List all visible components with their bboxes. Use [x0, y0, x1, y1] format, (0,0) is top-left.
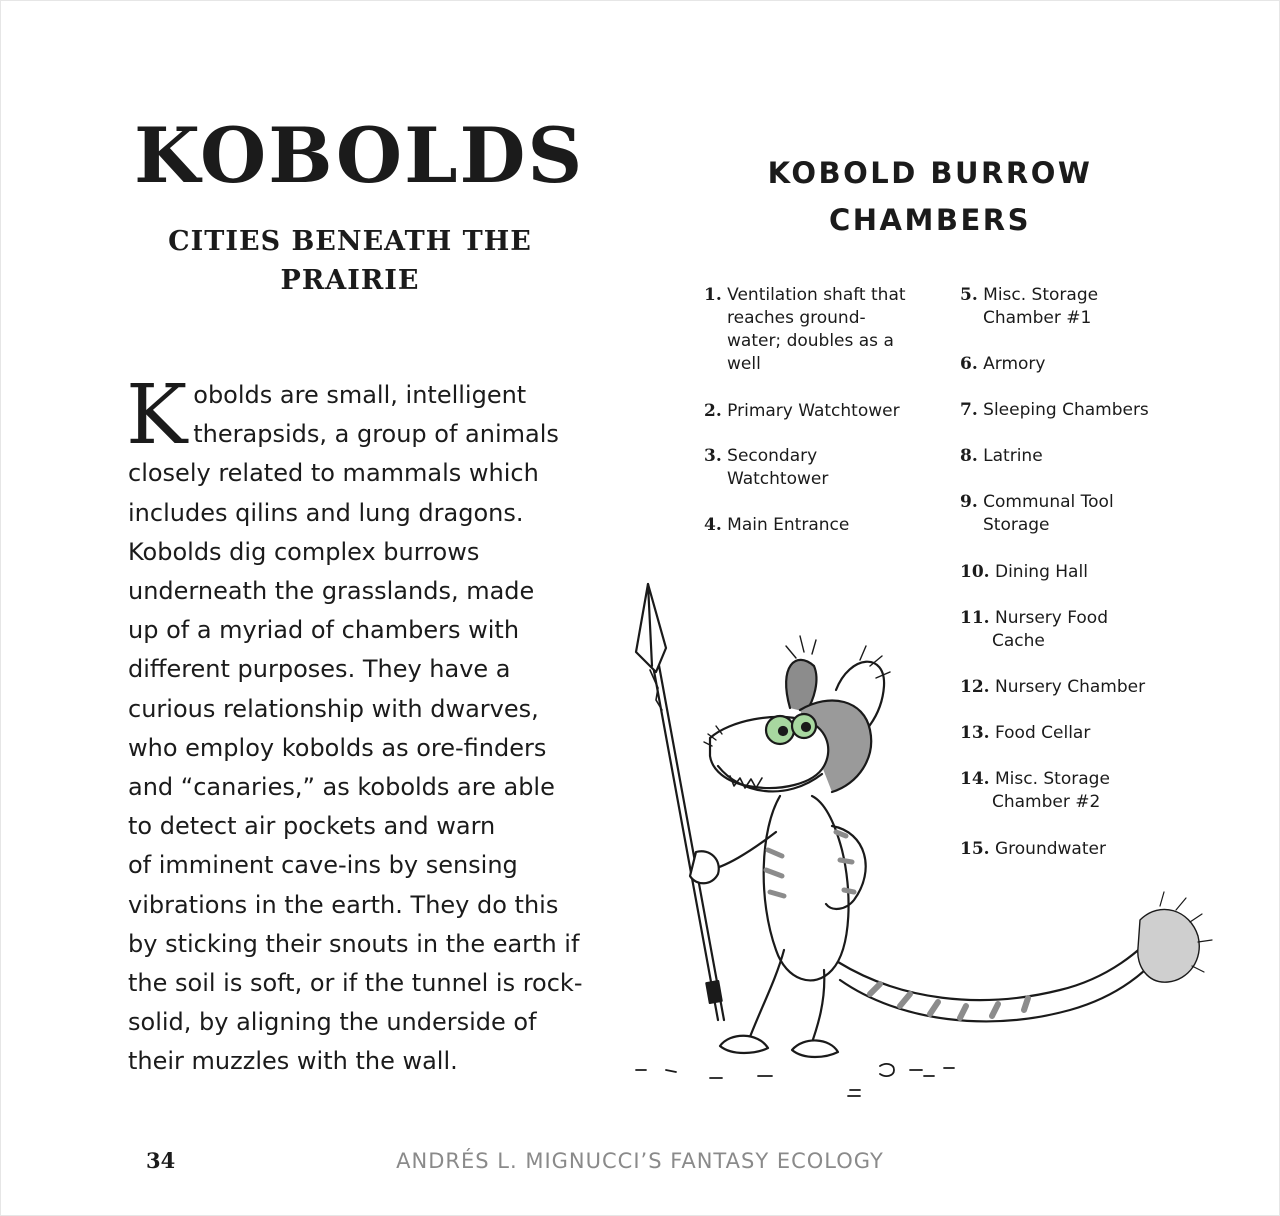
body-line: curious relationship with dwarves, — [128, 694, 539, 723]
chambers-heading-line: CHAMBERS — [829, 203, 1031, 237]
drop-cap: K — [126, 368, 188, 463]
body-line: closely related to mammals which — [128, 459, 539, 488]
chamber-item: 8. Latrine — [960, 446, 1043, 466]
chamber-item: 15. Groundwater — [960, 839, 1106, 859]
body-line: vibrations in the earth. They do this — [128, 890, 559, 919]
chamber-item: 2. Primary Watchtower — [704, 401, 900, 421]
body-line: and “canaries,” as kobolds are able — [128, 773, 555, 802]
body-line: Kobolds dig complex burrows — [128, 537, 480, 566]
body-line: who employ kobolds as ore-finders — [128, 733, 547, 762]
page-subtitle — [150, 222, 550, 300]
chamber-item: 14. Misc. Storage Chamber #2 — [960, 769, 1110, 812]
body-line: the soil is soft, or if the tunnel is rock- — [128, 969, 583, 998]
chamber-item: 11. Nursery Food Cache — [960, 608, 1108, 651]
body-line: by sticking their snouts in the earth if — [128, 929, 580, 958]
body-line: therapsids, a group of animals — [193, 420, 559, 449]
body-line: solid, by aligning the underside of — [128, 1008, 537, 1037]
chamber-item: 10. Dining Hall — [960, 562, 1088, 582]
body-line: of imminent cave-ins by sensing — [128, 851, 518, 880]
body-line: different purposes. They have a — [128, 655, 511, 684]
chambers-heading — [760, 150, 1100, 244]
chamber-item: 4. Main Entrance — [704, 515, 850, 535]
chamber-item: 13. Food Cellar — [960, 723, 1091, 743]
spear-icon — [636, 584, 724, 1020]
body-paragraph — [126, 368, 590, 1082]
running-footer-title: ANDRÉS L. MIGNUCCI’S FANTASY ECOLOGY — [396, 1149, 884, 1173]
subtitle-line: PRAIRIE — [280, 265, 420, 296]
chamber-item: 3. Secondary Watchtower — [704, 446, 829, 489]
chamber-item: 1. Ventilation shaft that reaches ground- water; doubles as a well — [704, 285, 906, 374]
chambers-heading-line: KOBOLD BURROW — [767, 156, 1093, 190]
body-line: to detect air pockets and warn — [128, 812, 496, 841]
body-line: obolds are small, intelligent — [193, 381, 527, 409]
body-line: up of a myriad of chambers with — [128, 616, 520, 645]
page-title: KOBOLDS — [134, 111, 585, 200]
kobold-with-spear-illustration — [600, 570, 1220, 1110]
page-number: 34 — [146, 1148, 176, 1173]
body-line: underneath the grasslands, made — [128, 577, 535, 606]
chamber-item: 6. Armory — [960, 354, 1046, 374]
chamber-item: 5. Misc. Storage Chamber #1 — [960, 285, 1099, 328]
chamber-item: 7. Sleeping Chambers — [960, 400, 1149, 420]
subtitle-line: CITIES BENEATH THE — [168, 226, 532, 257]
body-line: includes qilins and lung dragons. — [128, 498, 524, 527]
chamber-item: 9. Communal Tool Storage — [960, 492, 1114, 535]
chamber-item: 12. Nursery Chamber — [960, 677, 1146, 697]
body-line: their muzzles with the wall. — [128, 1047, 458, 1076]
